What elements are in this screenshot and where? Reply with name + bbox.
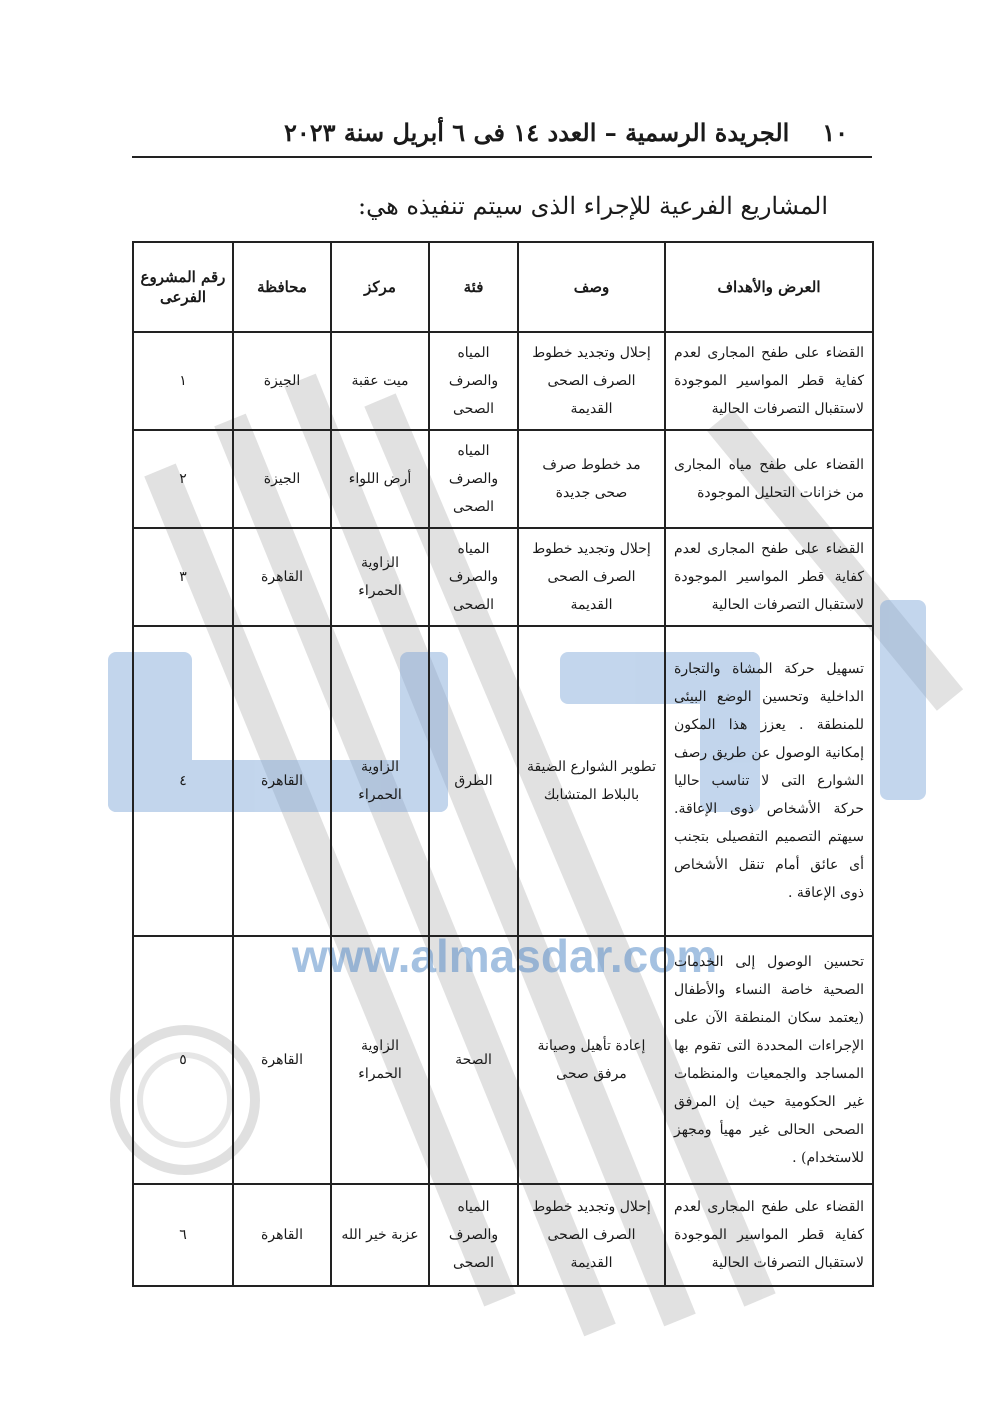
cell-governorate: الجيزة (233, 430, 331, 528)
cell-goals: القضاء على طفح المجارى لعدم كفاية قطر المواسير الموجودة لاستقبال التصرفات الحالية (665, 332, 873, 430)
cell-goals: تسهيل حركة المشاة والتجارة الداخلية وتحسين الوضع البيئى للمنطقة . يعزز هذا المكون إمكانية الوصول عن طريق رصف الشوارع التى لا تناسب حاليا حركة الأشخاص ذوى الإعاقة. سيهتم التصميم التفصيلى بتجنب أى عائق أمام تنقل الأشخاص ذوى الإعاقة . (665, 626, 873, 936)
table-row (133, 1184, 873, 1286)
cell-goals: القضاء على طفح مياه المجارى من خزانات التحليل الموجودة (665, 430, 873, 528)
header-number: رقم المشروع الفرعى (133, 242, 233, 332)
cell-governorate: الجيزة (233, 332, 331, 430)
table-row (133, 626, 873, 936)
table-row (133, 936, 873, 1184)
cell-description: تطوير الشوارع الضيقة بالبلاط المتشابك (518, 626, 665, 936)
cell-center: أرض اللواء (331, 430, 429, 528)
cell-center: عزبة خير الله (331, 1184, 429, 1286)
page-header (132, 112, 872, 158)
cell-description: إحلال وتجديد خطوط الصرف الصحى القديمة (518, 1184, 665, 1286)
cell-category: الصحة (429, 936, 518, 1184)
cell-goals: تحسين الوصول إلى الخدمات الصحية خاصة النساء والأطفال (يعتمد سكان المنطقة الآن على الإجراءات المحددة التى تقوم بها المساجد والجمعيات والمنظمات غير الحكومية حيث إن المرفق الصحى الحالى غير مهيأ ومجهز للاستخدام) . (665, 936, 873, 1184)
cell-category: المياه والصرف الصحى (429, 332, 518, 430)
cell-number: ٤ (133, 626, 233, 936)
cell-governorate: القاهرة (233, 1184, 331, 1286)
table-header-row (133, 242, 873, 332)
header-category: فئة (429, 242, 518, 332)
cell-category: الطرق (429, 626, 518, 936)
header-goals: العرض والأهداف (665, 242, 873, 332)
cell-description: إحلال وتجديد خطوط الصرف الصحى القديمة (518, 332, 665, 430)
cell-number: ١ (133, 332, 233, 430)
cell-goals: القضاء على طفح المجارى لعدم كفاية قطر المواسير الموجودة لاستقبال التصرفات الحالية (665, 528, 873, 626)
cell-category: المياه والصرف الصحى (429, 430, 518, 528)
cell-center: الزاوية الحمراء (331, 528, 429, 626)
table-row (133, 430, 873, 528)
cell-category: المياه والصرف الصحى (429, 528, 518, 626)
subprojects-table (132, 241, 874, 1287)
cell-number: ٥ (133, 936, 233, 1184)
header-governorate: محافظة (233, 242, 331, 332)
cell-center: الزاوية الحمراء (331, 936, 429, 1184)
cell-governorate: القاهرة (233, 626, 331, 936)
gazette-title: الجريدة الرسمية – العدد ١٤ فى ٦ أبريل سنة ٢٠٢٣ (284, 118, 790, 147)
cell-description: إعادة تأهيل وصيانة مرفق صحى (518, 936, 665, 1184)
table-row (133, 528, 873, 626)
cell-goals: القضاء على طفح المجارى لعدم كفاية قطر المواسير الموجودة لاستقبال التصرفات الحالية (665, 1184, 873, 1286)
table-row (133, 332, 873, 430)
cell-number: ٢ (133, 430, 233, 528)
cell-category: المياه والصرف الصحى (429, 1184, 518, 1286)
page-number: ١٠ (822, 118, 848, 147)
watermark-url: www.almasdar.com (292, 930, 718, 982)
header-description: وصف (518, 242, 665, 332)
cell-center: ميت عقبة (331, 332, 429, 430)
cell-governorate: القاهرة (233, 528, 331, 626)
cell-center: الزاوية الحمراء (331, 626, 429, 936)
cell-description: مد خطوط صرف صحى جديدة (518, 430, 665, 528)
cell-governorate: القاهرة (233, 936, 331, 1184)
intro-heading: المشاريع الفرعية للإجراء الذى سيتم تنفيذه هي: (357, 192, 828, 220)
header-center: مركز (331, 242, 429, 332)
cell-description: إحلال وتجديد خطوط الصرف الصحى القديمة (518, 528, 665, 626)
cell-number: ٦ (133, 1184, 233, 1286)
cell-number: ٣ (133, 528, 233, 626)
